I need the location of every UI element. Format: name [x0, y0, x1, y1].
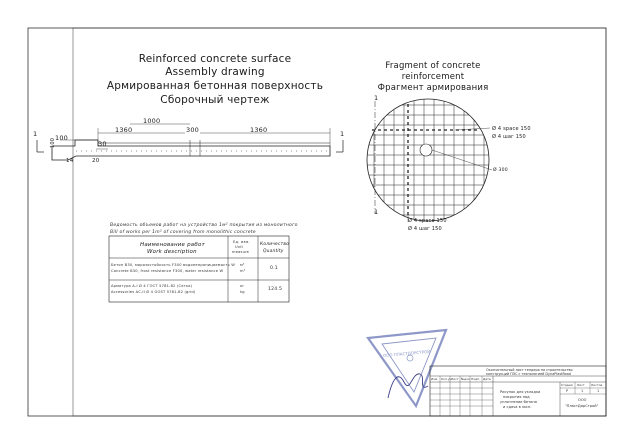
row1-unit-bottom: m³	[240, 269, 246, 273]
tb-company-2: "ПластДорСтрой"	[565, 404, 599, 408]
tb-org-note-1: Окончательный лист тендера на строительство	[486, 368, 573, 372]
row2-unit-top: кг	[240, 284, 245, 288]
stamp-text: ООО ПЛАСТДОРСТРОЙ	[382, 348, 431, 359]
row1-unit-top: м³	[240, 263, 245, 267]
dim-100-vertical: 100	[50, 137, 56, 148]
tb-h-podp: Подп.	[471, 377, 481, 381]
tb-stage-header: Стадия	[561, 383, 573, 387]
tb-drawing-title-4: и сдача в эксп.	[503, 405, 532, 409]
fragment-en-line2: reinforcement	[401, 72, 465, 82]
tb-org-note-2: конструкций ПЭС с технологией DynaPlastRoad	[486, 372, 571, 376]
th-unit-ru: Ед. изм.	[233, 240, 250, 244]
dim-1000: 1000	[143, 117, 161, 125]
row2-desc-en: Accessories AC-II Ø 4 GOST 5781-82 (grid)	[111, 290, 196, 294]
tb-h-doc: №док	[461, 377, 470, 381]
table-caption-en: Bill of works per 1m² of covering from monolithic concrete	[110, 230, 256, 235]
tb-sheets-value: 1	[597, 389, 600, 393]
th-work-ru: Наименование работ	[140, 242, 205, 248]
callout-top-2: Ø 4 шаг 150	[492, 134, 526, 140]
tb-sheets-header: Листов	[591, 383, 603, 387]
callout-bottom-2: Ø 4 шаг 150	[408, 226, 442, 232]
fragment-ru-line: Фрагмент армирования	[377, 83, 489, 93]
dim-14: 14	[66, 158, 74, 164]
dim-30: 30	[98, 140, 107, 148]
section-mark-top: 1	[374, 94, 379, 102]
row2-qty: 124.5	[268, 287, 283, 292]
table-caption-ru: Ведомость объемов работ на устройство 1м² покрытия из монолитного	[110, 223, 298, 228]
th-unit-en: Unit	[235, 245, 244, 249]
tb-h-date: Дата	[483, 377, 491, 381]
title-ru-line1: Армированная бетонная поверхность	[106, 80, 324, 92]
tb-sheet-value: 1	[581, 389, 584, 393]
th-qty-ru: Количество	[260, 242, 290, 247]
dim-300: 300	[186, 126, 200, 134]
tb-stage-value: Р	[566, 389, 569, 393]
th-work-en: Work description	[147, 249, 197, 255]
callout-bottom-1: Ø 4 space 150	[408, 218, 447, 224]
th-unit-sub: measure	[232, 250, 250, 254]
tb-drawing-title-1: Рисунок для укладки	[500, 390, 541, 394]
tb-sheet-header: Лист	[577, 383, 585, 387]
cut-label-right: 1	[340, 130, 345, 138]
th-qty-en: Quantity	[263, 249, 284, 254]
dim-1360-right: 1360	[250, 126, 268, 134]
row1-desc-ru: Бетон В30, морозостойкость F300 водонепроницаемость W	[111, 263, 235, 267]
row1-qty: 0.1	[270, 266, 278, 271]
title-en-line1: Reinforced concrete surface	[138, 53, 292, 65]
title-en-line2: Assembly drawing	[165, 66, 265, 78]
dim-20: 20	[92, 158, 100, 164]
callout-top-1: Ø 4 space 150	[492, 126, 531, 132]
tb-company-1: ООО	[578, 398, 587, 402]
row2-desc-ru: Арматура А-I Ø 4 ГОСТ 5781-82 (Сетка)	[111, 284, 193, 288]
fragment-en-line1: Fragment of concrete	[385, 61, 481, 71]
cut-label-left: 1	[33, 130, 38, 138]
section-mark-bottom: 1	[374, 208, 379, 216]
row2-unit-bottom: kg	[240, 290, 245, 294]
tb-h-list: Лист	[451, 377, 459, 381]
callout-circle: Ø 300	[493, 168, 508, 173]
tb-drawing-title-3: уплотнение бетона	[500, 400, 537, 404]
tb-h-kol: Кол.уч	[441, 377, 452, 381]
tb-h-izm: Изм.	[431, 377, 439, 381]
row1-desc-en: Concrete B30, frost resistance F300, water resistance W	[111, 269, 224, 273]
tb-drawing-title-2: покрытия под	[503, 395, 530, 399]
dim-1360-left: 1360	[115, 126, 133, 134]
dim-100: 100	[55, 134, 69, 142]
title-ru-line2: Сборочный чертеж	[160, 94, 270, 106]
